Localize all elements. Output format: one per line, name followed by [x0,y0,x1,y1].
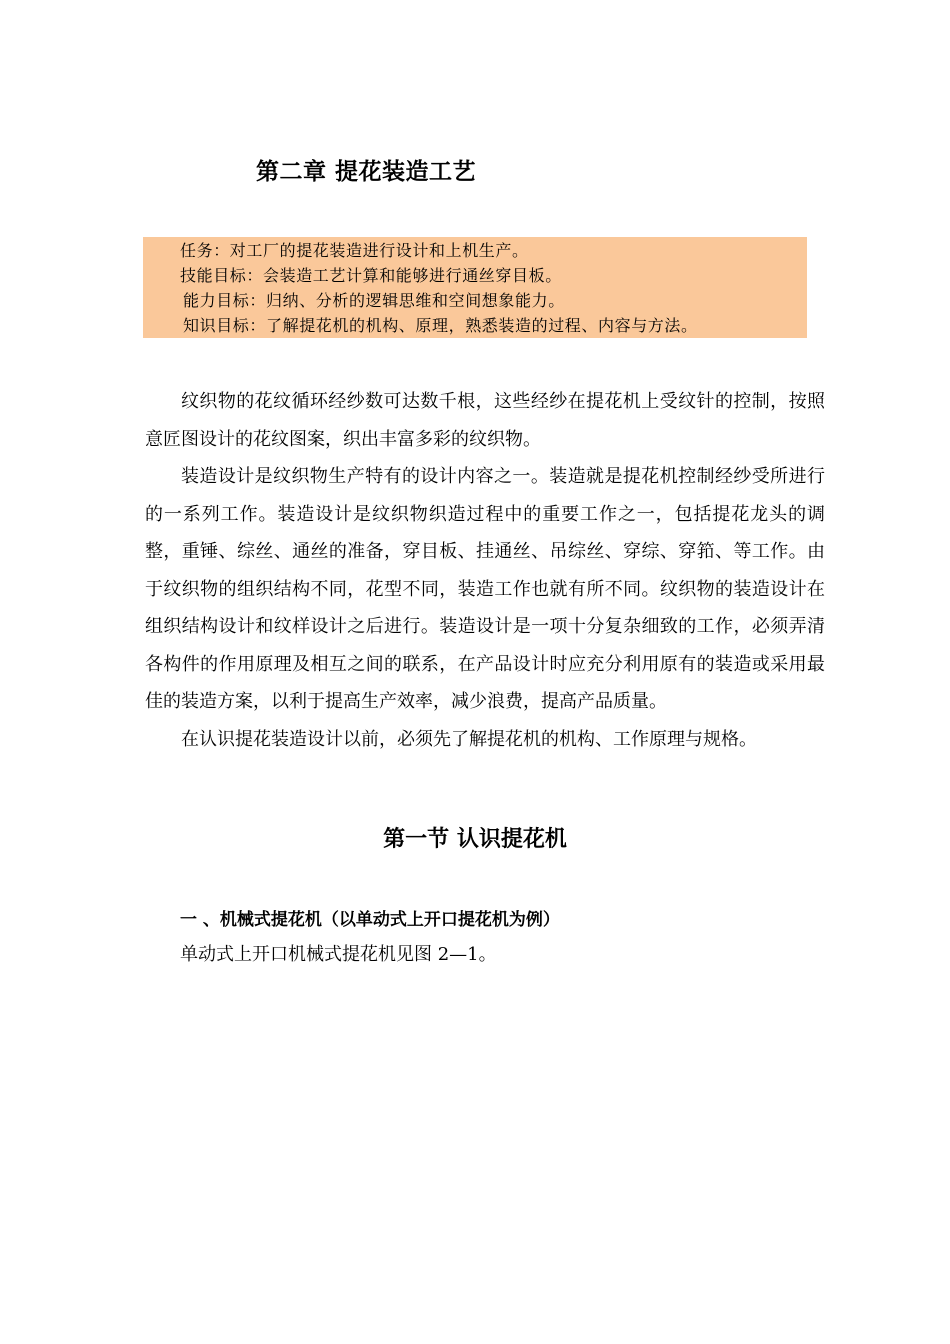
goal-knowledge: 知识目标：了解提花机的机构、原理，熟悉装造的过程、内容与方法。 [183,316,698,335]
subsection-title: 一 、机械式提花机（以单动式上开口提花机为例） [180,910,560,930]
paragraph-3: 在认识提花装造设计以前，必须先了解提花机的机构、工作原理与规格。 [181,728,757,750]
goal-skill: 技能目标：会装造工艺计算和能够进行通丝穿目板。 [180,266,562,285]
paragraph-2: 装造设计是纹织物生产特有的设计内容之一。装造就是提花机控制经纱受所进行的一系列工作。装造设计是纹织物织造过程中的重要工作之一，包括提花龙头的调整，重锤、综丝、通丝的准备，穿目板、挂通丝、吊综丝、穿综、穿筘、等工作。由于纹织物的组织结构不同，花型不同，装造工作也就有所不同。纹织物的装造设计在组织结构设计和纹样设计之后进行。装造设计是一项十分复杂细致的工作，必须弄清各构件的作用原理及相互之间的联系，在产品设计时应充分利用原有的装造或采用最佳的装造方案，以利于提高生产效率，减少浪费，提高产品质量。 [145,466,825,712]
goal-task: 任务：对工厂的提花装造进行设计和上机生产。 [180,241,529,260]
chapter-title: 第二章 提花装造工艺 [256,159,477,185]
section-title: 第一节 认识提花机 [383,827,567,852]
learning-goals-box [143,237,807,338]
paragraph-1: 纹织物的花纹循环经纱数可达数千根，这些经纱在提花机上受纹针的控制，按照意匠图设计的花纹图案，织出丰富多彩的纹织物。 [145,391,825,450]
body-text [145,383,825,758]
goal-ability: 能力目标：归纳、分析的逻辑思维和空间想象能力。 [183,291,565,310]
figure-reference: 单动式上开口机械式提花机见图 2—1。 [180,944,497,965]
